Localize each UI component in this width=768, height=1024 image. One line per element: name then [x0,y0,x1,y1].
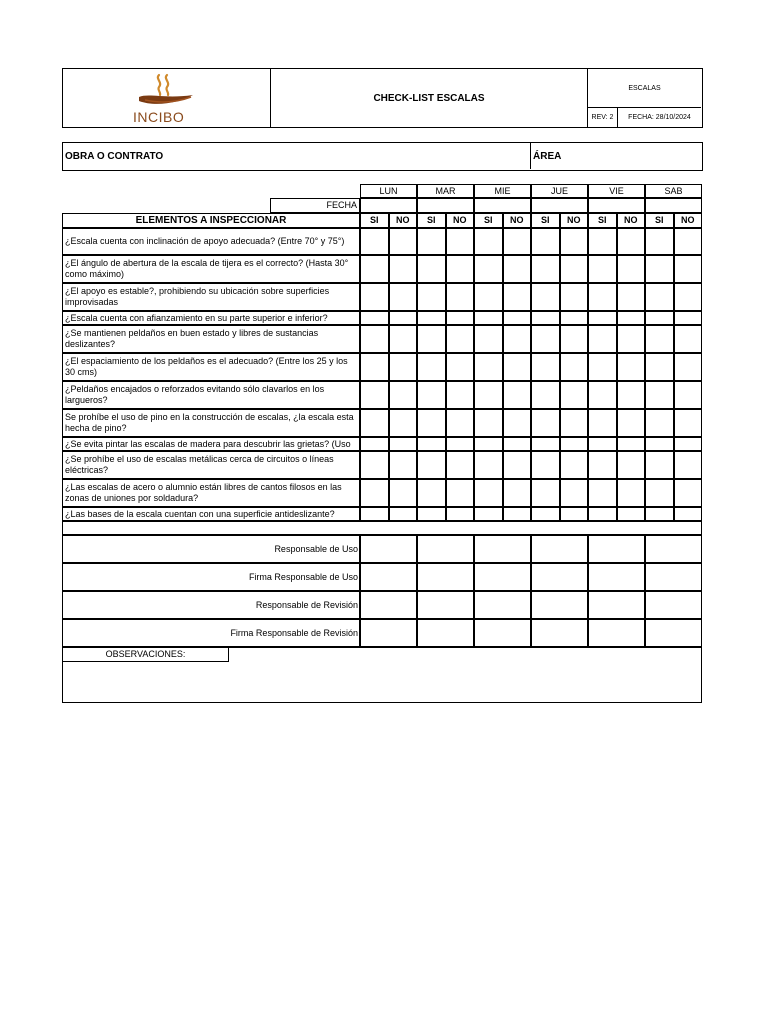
fecha-label: FECHA [270,198,360,213]
si-checkbox[interactable] [417,437,446,451]
signature-label-4: Firma Responsable de Revisión [62,619,360,647]
si-checkbox[interactable] [417,228,446,255]
si-checkbox[interactable] [417,283,446,311]
no-checkbox[interactable] [503,381,532,409]
si-checkbox[interactable] [360,507,389,521]
obra-row [62,142,703,171]
no-header: NO [617,213,646,228]
signature-input-jue[interactable] [531,535,588,563]
brand-name: INCIBO [133,109,185,125]
si-header: SI [531,213,560,228]
no-checkbox[interactable] [617,325,646,353]
si-checkbox[interactable] [474,507,503,521]
question-1: ¿Escala cuenta con inclinación de apoyo adecuada? (Entre 70° y 75°) [62,228,360,255]
no-checkbox[interactable] [389,451,418,479]
signature-input-mie[interactable] [474,535,531,563]
no-header: NO [389,213,418,228]
area-field[interactable] [530,143,702,169]
si-checkbox[interactable] [645,283,674,311]
si-checkbox[interactable] [645,507,674,521]
no-checkbox[interactable] [674,325,703,353]
day-header-mie: MIE [474,184,531,198]
question-9: ¿Se evita pintar las escalas de madera para descubrir las grietas? (Uso [62,437,360,451]
question-7: ¿Peldaños encajados o reforzados evitando sólo clavarlos en los largueros? [62,381,360,409]
fecha-input-jue[interactable] [531,198,588,213]
no-checkbox[interactable] [446,479,475,507]
no-checkbox[interactable] [503,228,532,255]
si-checkbox[interactable] [588,353,617,381]
no-checkbox[interactable] [503,325,532,353]
no-checkbox[interactable] [389,353,418,381]
si-checkbox[interactable] [474,228,503,255]
si-checkbox[interactable] [588,437,617,451]
question-5: ¿Se mantienen peldaños en buen estado y libres de sustancias deslizantes? [62,325,360,353]
si-checkbox[interactable] [360,437,389,451]
signature-input-sab[interactable] [645,535,702,563]
si-checkbox[interactable] [588,228,617,255]
no-checkbox[interactable] [446,353,475,381]
no-checkbox[interactable] [503,311,532,325]
si-checkbox[interactable] [474,353,503,381]
no-checkbox[interactable] [389,437,418,451]
no-checkbox[interactable] [560,228,589,255]
si-header: SI [360,213,389,228]
no-checkbox[interactable] [503,283,532,311]
no-checkbox[interactable] [674,311,703,325]
si-checkbox[interactable] [360,311,389,325]
no-checkbox[interactable] [560,325,589,353]
observaciones-label: OBSERVACIONES: [62,647,229,662]
no-checkbox[interactable] [560,311,589,325]
no-checkbox[interactable] [674,437,703,451]
si-checkbox[interactable] [645,325,674,353]
signature-input-lun[interactable] [360,535,417,563]
no-checkbox[interactable] [674,479,703,507]
no-checkbox[interactable] [389,409,418,437]
no-checkbox[interactable] [446,325,475,353]
no-checkbox[interactable] [674,228,703,255]
signature-input-mar[interactable] [417,619,474,647]
document-title: CHECK-LIST ESCALAS [271,69,588,127]
category-label: ESCALAS [588,69,701,108]
si-header: SI [588,213,617,228]
si-checkbox[interactable] [531,255,560,283]
si-checkbox[interactable] [645,353,674,381]
si-checkbox[interactable] [588,255,617,283]
si-checkbox[interactable] [360,409,389,437]
si-checkbox[interactable] [417,353,446,381]
signature-input-jue[interactable] [531,591,588,619]
si-checkbox[interactable] [645,451,674,479]
signature-input-sab[interactable] [645,563,702,591]
signature-input-mie[interactable] [474,563,531,591]
no-checkbox[interactable] [389,255,418,283]
si-checkbox[interactable] [474,451,503,479]
no-checkbox[interactable] [560,353,589,381]
no-checkbox[interactable] [617,479,646,507]
si-checkbox[interactable] [531,283,560,311]
no-checkbox[interactable] [503,437,532,451]
si-checkbox[interactable] [531,311,560,325]
si-checkbox[interactable] [645,311,674,325]
fecha-input-mie[interactable] [474,198,531,213]
no-checkbox[interactable] [389,381,418,409]
no-checkbox[interactable] [389,228,418,255]
signature-input-vie[interactable] [588,591,645,619]
no-checkbox[interactable] [560,437,589,451]
no-checkbox[interactable] [617,409,646,437]
no-checkbox[interactable] [446,451,475,479]
fecha-input-sab[interactable] [645,198,702,213]
signature-input-jue[interactable] [531,563,588,591]
signature-input-sab[interactable] [645,591,702,619]
no-checkbox[interactable] [446,409,475,437]
si-checkbox[interactable] [645,381,674,409]
signature-input-mar[interactable] [417,563,474,591]
si-checkbox[interactable] [588,507,617,521]
fecha-input-lun[interactable] [360,198,417,213]
no-checkbox[interactable] [446,437,475,451]
signature-label-1: Responsable de Uso [62,535,360,563]
no-checkbox[interactable] [560,283,589,311]
no-checkbox[interactable] [446,507,475,521]
no-checkbox[interactable] [503,409,532,437]
question-10: ¿Se prohíbe el uso de escalas metálicas cerca de circuitos o líneas eléctricas? [62,451,360,479]
si-checkbox[interactable] [645,479,674,507]
no-checkbox[interactable] [446,283,475,311]
si-checkbox[interactable] [474,381,503,409]
no-checkbox[interactable] [503,353,532,381]
si-header: SI [474,213,503,228]
si-checkbox[interactable] [360,255,389,283]
signature-label-3: Responsable de Revisión [62,591,360,619]
signature-input-lun[interactable] [360,563,417,591]
area-label: ÁREA [533,150,562,162]
si-checkbox[interactable] [531,381,560,409]
si-checkbox[interactable] [417,325,446,353]
logo-cell [63,69,271,127]
no-checkbox[interactable] [560,507,589,521]
si-header: SI [417,213,446,228]
no-checkbox[interactable] [617,228,646,255]
signature-input-vie[interactable] [588,619,645,647]
si-checkbox[interactable] [417,479,446,507]
question-8: Se prohíbe el uso de pino en la construcción de escalas, ¿la escala esta hecha de pino? [62,409,360,437]
signature-input-vie[interactable] [588,563,645,591]
no-checkbox[interactable] [560,409,589,437]
no-checkbox[interactable] [503,451,532,479]
no-checkbox[interactable] [503,255,532,283]
no-checkbox[interactable] [446,381,475,409]
question-3: ¿El apoyo es estable?, prohibiendo su ubicación sobre superficies improvisadas [62,283,360,311]
si-checkbox[interactable] [645,228,674,255]
fecha-input-vie[interactable] [588,198,645,213]
revision-label: REV: 2 [588,108,618,127]
signature-input-mie[interactable] [474,619,531,647]
si-checkbox[interactable] [417,507,446,521]
day-header-jue: JUE [531,184,588,198]
no-checkbox[interactable] [617,451,646,479]
si-checkbox[interactable] [360,228,389,255]
no-checkbox[interactable] [560,479,589,507]
si-checkbox[interactable] [588,325,617,353]
no-checkbox[interactable] [389,479,418,507]
question-4: ¿Escala cuenta con afianzamiento en su parte superior e inferior? [62,311,360,325]
si-checkbox[interactable] [588,381,617,409]
si-checkbox[interactable] [588,451,617,479]
signature-input-lun[interactable] [360,619,417,647]
si-checkbox[interactable] [531,479,560,507]
day-header-mar: MAR [417,184,474,198]
signature-input-sab[interactable] [645,619,702,647]
si-checkbox[interactable] [645,255,674,283]
no-checkbox[interactable] [389,283,418,311]
no-checkbox[interactable] [503,507,532,521]
no-checkbox[interactable] [503,479,532,507]
no-header: NO [503,213,532,228]
day-header-lun: LUN [360,184,417,198]
no-checkbox[interactable] [674,255,703,283]
si-checkbox[interactable] [474,255,503,283]
si-checkbox[interactable] [531,451,560,479]
si-checkbox[interactable] [588,311,617,325]
day-header-vie: VIE [588,184,645,198]
si-checkbox[interactable] [531,353,560,381]
si-checkbox[interactable] [417,255,446,283]
si-checkbox[interactable] [360,353,389,381]
no-header: NO [674,213,703,228]
no-checkbox[interactable] [674,381,703,409]
si-checkbox[interactable] [531,325,560,353]
no-checkbox[interactable] [560,451,589,479]
no-checkbox[interactable] [389,507,418,521]
day-header-sab: SAB [645,184,702,198]
si-checkbox[interactable] [360,451,389,479]
no-checkbox[interactable] [617,283,646,311]
signature-input-vie[interactable] [588,535,645,563]
no-checkbox[interactable] [674,451,703,479]
signature-input-mar[interactable] [417,591,474,619]
document-header [62,68,703,128]
question-12: ¿Las bases de la escala cuentan con una superficie antideslizante? [62,507,360,521]
si-checkbox[interactable] [417,311,446,325]
si-checkbox[interactable] [360,283,389,311]
fecha-input-mar[interactable] [417,198,474,213]
obra-label: OBRA O CONTRATO [65,150,164,162]
si-checkbox[interactable] [474,479,503,507]
si-header: SI [645,213,674,228]
si-checkbox[interactable] [531,228,560,255]
question-6: ¿El espaciamiento de los peldaños es el adecuado? (Entre los 25 y los 30 cms) [62,353,360,381]
date-label: FECHA: 28/10/2024 [628,114,691,121]
si-checkbox[interactable] [417,381,446,409]
si-checkbox[interactable] [474,283,503,311]
incibo-logo-icon [135,73,197,109]
no-checkbox[interactable] [674,283,703,311]
no-checkbox[interactable] [617,353,646,381]
no-checkbox[interactable] [389,311,418,325]
signature-input-lun[interactable] [360,591,417,619]
no-checkbox[interactable] [617,381,646,409]
signature-input-mar[interactable] [417,535,474,563]
si-checkbox[interactable] [417,451,446,479]
no-checkbox[interactable] [446,228,475,255]
no-checkbox[interactable] [446,311,475,325]
no-checkbox[interactable] [617,437,646,451]
signature-input-jue[interactable] [531,619,588,647]
no-checkbox[interactable] [674,507,703,521]
no-checkbox[interactable] [617,255,646,283]
no-checkbox[interactable] [560,381,589,409]
si-checkbox[interactable] [588,479,617,507]
no-header: NO [560,213,589,228]
signature-label-2: Firma Responsable de Uso [62,563,360,591]
elements-header: ELEMENTOS A INSPECCIONAR [62,213,360,228]
header-meta [588,69,701,127]
si-checkbox[interactable] [360,479,389,507]
no-checkbox[interactable] [617,507,646,521]
no-checkbox[interactable] [674,353,703,381]
signature-input-mie[interactable] [474,591,531,619]
si-checkbox[interactable] [531,437,560,451]
spacer-row [62,521,702,535]
si-checkbox[interactable] [474,437,503,451]
no-checkbox[interactable] [617,311,646,325]
si-checkbox[interactable] [360,325,389,353]
si-checkbox[interactable] [645,409,674,437]
no-checkbox[interactable] [560,255,589,283]
si-checkbox[interactable] [474,311,503,325]
si-checkbox[interactable] [360,381,389,409]
si-checkbox[interactable] [531,507,560,521]
question-11: ¿Las escalas de acero o alumnio están libres de cantos filosos en las zonas de uniones por soldadura? [62,479,360,507]
no-checkbox[interactable] [674,409,703,437]
si-checkbox[interactable] [474,325,503,353]
si-checkbox[interactable] [588,283,617,311]
si-checkbox[interactable] [474,409,503,437]
si-checkbox[interactable] [531,409,560,437]
no-checkbox[interactable] [389,325,418,353]
no-checkbox[interactable] [446,255,475,283]
si-checkbox[interactable] [588,409,617,437]
no-header: NO [446,213,475,228]
question-2: ¿El ángulo de abertura de la escala de tijera es el correcto? (Hasta 30° como máximo) [62,255,360,283]
si-checkbox[interactable] [645,437,674,451]
si-checkbox[interactable] [417,409,446,437]
